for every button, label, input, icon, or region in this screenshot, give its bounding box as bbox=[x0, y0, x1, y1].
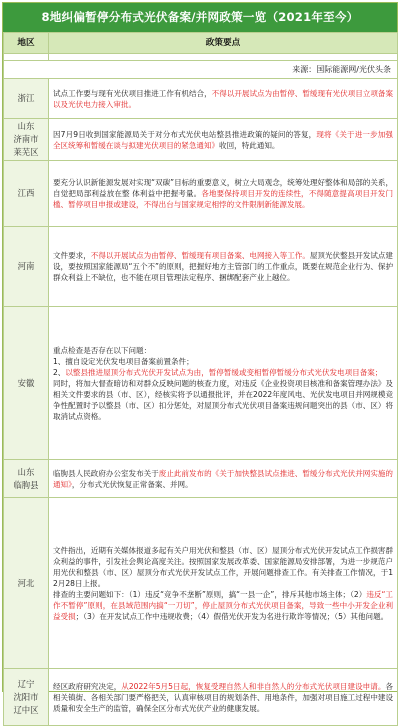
highlighted-policy-text: 从2022年5月5日起，恢复受理自然人和非自然人的分布式光伏项目建设申请。 bbox=[121, 681, 386, 691]
policy-text: 1、擅自设定光伏发电项目备案前置条件； bbox=[53, 356, 194, 366]
region-name-line: 河南 bbox=[17, 261, 35, 271]
column-header-region: 地区 bbox=[4, 33, 49, 54]
highlighted-policy-text: 以整县推进屋顶分布式光伏开发试点为由，暂停暂缓或变相暂停暂缓分布式光伏发电项目备案； bbox=[65, 367, 383, 377]
policy-table bbox=[3, 32, 398, 726]
table-row bbox=[4, 669, 398, 726]
highlighted-policy-text: 各地要保持项目开发的连续性，不得随意提高项目开发门槛、暂停项目申报或建设，不得出台与国家规定相悖的文件限制新能源发展。 bbox=[53, 189, 393, 209]
highlighted-policy-text: 违反“工作不暂停”原则，在县域范围内搞“一刀切”，停止屋顶分布式光伏项目备案，导致一些中小开发企业利益受损 bbox=[53, 589, 393, 621]
table-row bbox=[4, 227, 398, 307]
policy-text: 排查的主要问题如下：（1）违反“竞争不垄断”原则，搞“一县一企”，排斥其他市场主体；（2） bbox=[53, 589, 367, 599]
table-row bbox=[4, 119, 398, 161]
policy-cell bbox=[49, 498, 398, 669]
region-name-line: 山东 bbox=[17, 121, 35, 131]
policy-text: ；（3）在开发试点工作中违规收费；（4）假借光伏开发为名进行欺诈等情况；（5）其他问题。 bbox=[75, 611, 389, 621]
policy-text: 屋顶光伏整县开发试点建设，要按照国家能源局“五个不”的原则，把握好地方主管部门的工作重点，既要在规范企业行为、保护群众利益上不缺位，也不能在项目管理法定程序、捆绑配套产业上越位。 bbox=[53, 251, 393, 282]
policy-text: 经区政府研究决定， bbox=[53, 681, 122, 691]
highlighted-policy-text: 废止此前发布的《关于加快整县试点推进、暂缓分布式光伏并网实施的通知》 bbox=[53, 468, 393, 489]
table-row bbox=[4, 79, 398, 119]
table-row bbox=[4, 460, 398, 498]
policy-text: 因7月9日收到国家能源局关于对分布式光伏电站整县推进政策的疑问的答复， bbox=[53, 129, 317, 139]
region-name-line: 河北 bbox=[17, 577, 35, 588]
policy-text: ，分布式光伏恢复正常备案、并网。 bbox=[71, 479, 193, 489]
policy-cell bbox=[49, 119, 398, 161]
highlighted-policy-text: 现将《关于进一步加强全区统筹和暂缓在谈与拟建光伏项目的紧急通知》 bbox=[53, 129, 393, 150]
policy-cell bbox=[49, 460, 398, 498]
region-cell bbox=[4, 119, 49, 161]
source-row bbox=[4, 61, 398, 79]
policy-text: 重点检查是否存在以下问题： bbox=[53, 345, 152, 355]
page-title: 8地纠偏暂停分布式光伏备案/并网政策一览（2021年至今） bbox=[3, 3, 397, 32]
policy-cell bbox=[49, 227, 398, 307]
policy-text: 试点工作要与现有光伏项目推进工作有机结合， bbox=[53, 88, 212, 98]
region-name-line: 山东 bbox=[17, 466, 35, 477]
region-name-line: 临朐县 bbox=[13, 479, 39, 490]
region-name-line: 济南市 bbox=[13, 134, 39, 144]
policy-cell bbox=[49, 307, 398, 460]
region-name-line: 沈阳市 bbox=[13, 691, 39, 702]
region-name-line: 辽宁 bbox=[17, 678, 35, 689]
policy-text: 同时，将加大督查暗访和对群众反映问题的核查力度，对违反《企业投资项目核准和备案管理办法》及相关文件要求的县（市、区），经核实将予以通报批评，并在2022年度风电、光伏发电项目并网规模竞争性配置时予以整县（市、区）扣分惩处，对屋顶分布式光伏项目备案违规问题突出的县（市、区）将取消试点资格。 bbox=[53, 378, 393, 421]
policy-cell bbox=[49, 669, 398, 726]
table-row bbox=[4, 498, 398, 669]
policy-text: 临朐县人民政府办公室发布关于 bbox=[53, 468, 159, 478]
region-name-line: 莱芜区 bbox=[13, 147, 39, 157]
region-cell bbox=[4, 227, 49, 307]
region-cell bbox=[4, 498, 49, 669]
region-cell bbox=[4, 669, 49, 726]
region-cell bbox=[4, 460, 49, 498]
policy-text: 要充分认识新能源发展对实现“双碳”目标的重要意义，树立大局观念，统筹处理好整体和局部的关系，自觉把局部利益放在整 体利益中把握考量。 bbox=[53, 178, 393, 198]
policy-text: 2、 bbox=[53, 367, 66, 377]
spacer-row bbox=[4, 54, 398, 61]
region-name-line: 安徽 bbox=[17, 377, 35, 388]
policy-text: 文件指出，近期有关媒体报道多起有关户用光伏和整县（市、区）屋顶分布式光伏开发试点工作损害群众利益的事件，引发社会舆论高度关注。按照国家发展改革委、国家能源局安排部署，为进一步规范户用光伏和整县（市、区）屋顶分布式光伏开发试点工作，开展问题排查工作。有关排查工作情况，于12月28日上报。 bbox=[53, 545, 393, 588]
policy-table-card bbox=[2, 2, 398, 715]
region-name-line: 江西 bbox=[17, 188, 35, 198]
policy-text: 文件要求， bbox=[53, 251, 91, 260]
region-name-line: 辽中区 bbox=[13, 704, 39, 715]
policy-text: 收回，特此通知。 bbox=[219, 140, 280, 150]
column-header-policy: 政策要点 bbox=[49, 33, 398, 54]
source-note: 来源：国际能源网/光伏头条 bbox=[4, 61, 398, 79]
region-cell bbox=[4, 307, 49, 460]
highlighted-policy-text: 不得以开展试点为由暂停、暂缓现有项目备案、电网接入等工作。 bbox=[90, 251, 310, 260]
table-row bbox=[4, 161, 398, 227]
region-cell bbox=[4, 79, 49, 119]
region-name-line: 浙江 bbox=[17, 93, 35, 103]
highlighted-policy-text: 不得以开展试点为由暂停、暂缓现有光伏项目立项备案以及光伏电力接入审批。 bbox=[53, 88, 393, 109]
header-row bbox=[4, 33, 398, 54]
region-cell bbox=[4, 161, 49, 227]
policy-text: 各相关镇街、各相关部门要严格把关，认真审核项目的规划条件、用地条件，加强对项目施工过程中建设质量和安全生产的监管，确保全区分布式光伏产业的健康发展。 bbox=[53, 681, 393, 713]
policy-cell bbox=[49, 79, 398, 119]
policy-cell bbox=[49, 161, 398, 227]
table-row bbox=[4, 307, 398, 460]
